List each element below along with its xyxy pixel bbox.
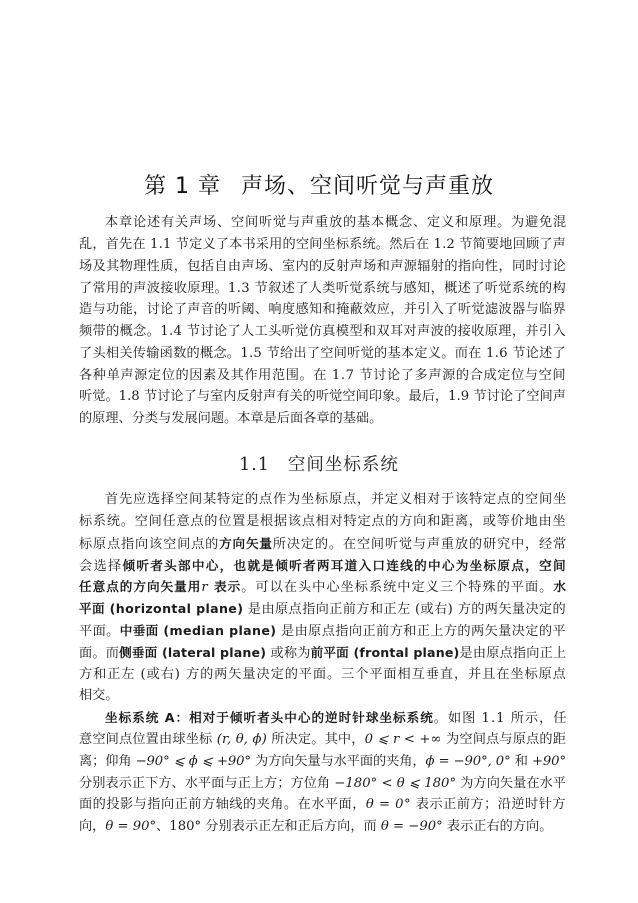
math-elevation-values: ϕ = −90°, 0° — [425, 754, 511, 769]
section-title-text: 空间坐标系统 — [287, 455, 399, 475]
body-line — [79, 773, 566, 794]
text-span: 表示正前方；沿逆时针方 — [411, 797, 567, 812]
bold-definition: 倾听者头部中心，也就是倾听者两耳道入口连线的中心为坐标原点，空间 — [122, 558, 567, 573]
chapter-title — [0, 169, 638, 200]
intro-line: 本章论述有关声场、空间听觉与声重放的基本概念、定义和原理。为避免混 — [105, 215, 567, 230]
text-span: 意空间点位置由球坐标 — [79, 732, 217, 747]
math-r-range: 0 ⩽ r < +∞ — [364, 732, 442, 747]
bold-definition: 任意点的方向矢量用 — [79, 579, 202, 594]
intro-line: 造与功能，讨论了声音的听阈、响度感知和掩蔽效应，并引入了听觉滤波器与临界 — [79, 302, 567, 317]
text-span: 为方向矢量在水平 — [456, 776, 566, 791]
text-span: 会选择 — [79, 559, 123, 574]
chapter-number: 第 1 章 — [144, 174, 221, 199]
text-span: 表示正右的方向。 — [442, 819, 553, 834]
body-line — [79, 816, 566, 837]
term-horizontal-start: 水 — [553, 579, 567, 594]
body-line — [79, 533, 566, 554]
text-span: 、180° 分别表示正左和正后方向，而 — [156, 819, 381, 834]
math-theta-0: θ = 0° — [365, 797, 412, 812]
body-line — [79, 751, 566, 772]
text-span: 。可以在头中心坐标系统中定义三个特殊的平面。 — [241, 580, 554, 595]
text-span: 标原点指向该空间点的 — [79, 537, 220, 552]
intro-line: 频带的概念。1.4 节讨论了人工头听觉仿真模型和双耳对声波的接收原理，并引入 — [79, 324, 566, 339]
intro-line: 各种单声源定位的因素及其作用范围。在 1.7 节讨论了多声源的合成定位与空间 — [79, 368, 567, 383]
math-theta-90: θ = 90° — [105, 819, 157, 834]
chapter-title-text: 声场、空间听觉与声重放 — [240, 174, 494, 199]
text-span: 所决定的。在空间听觉与声重放的研究中，经常 — [272, 537, 568, 552]
math-elevation-range: −90° ⩽ ϕ ⩽ +90° — [135, 754, 251, 769]
intro-line: 了头相关传输函数的概念。1.5 节给出了空间听觉的基本定义。而在 1.6 节论述了 — [79, 346, 566, 361]
body-line — [79, 729, 566, 750]
text-span: 是由原点指向正上 — [459, 646, 567, 661]
text-span: 面。而 — [79, 646, 120, 661]
body-line: 首先应选择空间某特定的点作为坐标原点，并定义相对于该特定点的空间坐 — [105, 492, 567, 507]
intro-line: 场及其物理性质，包括自由声场、室内的反射声场和声源辐射的指向性，同时讨论 — [79, 259, 567, 274]
body-line — [79, 794, 566, 815]
text-span: 或称为 — [266, 646, 311, 661]
bold-definition: 表示 — [208, 579, 242, 594]
body-line — [79, 555, 566, 576]
body-line: 标系统。空间任意点的位置是根据该点相对特定点的方向和距离，或等价地由坐 — [79, 514, 567, 529]
text-span: 分别表示正下方、水平面与正上方；方位角 — [79, 776, 335, 791]
math-plus-90: +90° — [531, 754, 566, 769]
body-line — [79, 598, 566, 619]
math-r: r — [201, 580, 209, 595]
term-frontal-plane: 前平面 (frontal plane) — [310, 645, 460, 660]
intro-line: 乱，首先在 1.1 节定义了本书采用的空间坐标系统。然后在 1.2 节简要地回顾了声 — [79, 237, 566, 252]
text-span: 平面。 — [79, 624, 120, 639]
section-heading — [0, 451, 638, 476]
intro-line: 了常用的声波接收原理。1.3 节叙述了人类听觉系统与感知，概述了听觉系统的构 — [79, 281, 566, 296]
body-line — [79, 642, 566, 663]
text-span: 向， — [79, 819, 106, 834]
term-horizontal-plane: 平面 (horizontal plane) — [79, 601, 244, 616]
term-lateral-plane: 侧垂面 (lateral plane) — [119, 645, 267, 660]
section-number: 1.1 — [239, 455, 270, 475]
text-span: 所决定。其中， — [266, 732, 365, 747]
math-theta-minus-90: θ = −90° — [380, 819, 443, 834]
math-azimuth-range: −180° < θ ⩽ 180° — [334, 776, 457, 791]
term-direction-vector: 方向矢量 — [219, 536, 273, 551]
text-span: 是由原点指向正前方和正上方的两矢量决定的平 — [276, 624, 566, 639]
math-spherical-coords: (r, θ, ϕ) — [216, 732, 267, 747]
text-span: 为空间点与原点的距 — [441, 732, 567, 747]
text-span: 和 — [510, 754, 532, 769]
text-span: 离；仰角 — [79, 754, 136, 769]
body-line — [105, 707, 566, 728]
term-median-plane: 中垂面 (median plane) — [119, 623, 277, 638]
body-line — [79, 620, 566, 641]
intro-line: 的原理、分类与发展问题。本章是后面各章的基础。 — [79, 411, 383, 426]
text-span: 为方向矢量与水平面的夹角， — [250, 754, 426, 769]
text-span: 面的投影与指向正前方轴线的夹角。在水平面， — [79, 797, 366, 812]
text-span: 是由原点指向正前方和正左 (或右) 方的两矢量决定的 — [243, 602, 567, 617]
coordinate-system-a-heading: 坐标系统 A：相对于倾听者头中心的逆时针球坐标系统 — [105, 710, 434, 725]
body-line: 方和正左 (或右) 方的两矢量决定的平面。三个平面相互垂直，并且在坐标原点 — [79, 667, 567, 682]
body-line: 相交。 — [79, 688, 119, 703]
body-line — [79, 576, 566, 597]
text-span: 。如图 1.1 所示，任 — [433, 711, 568, 726]
intro-line: 听觉。1.8 节讨论了与室内反射声有关的听觉空间印象。最后，1.9 节讨论了空间声 — [79, 389, 566, 404]
